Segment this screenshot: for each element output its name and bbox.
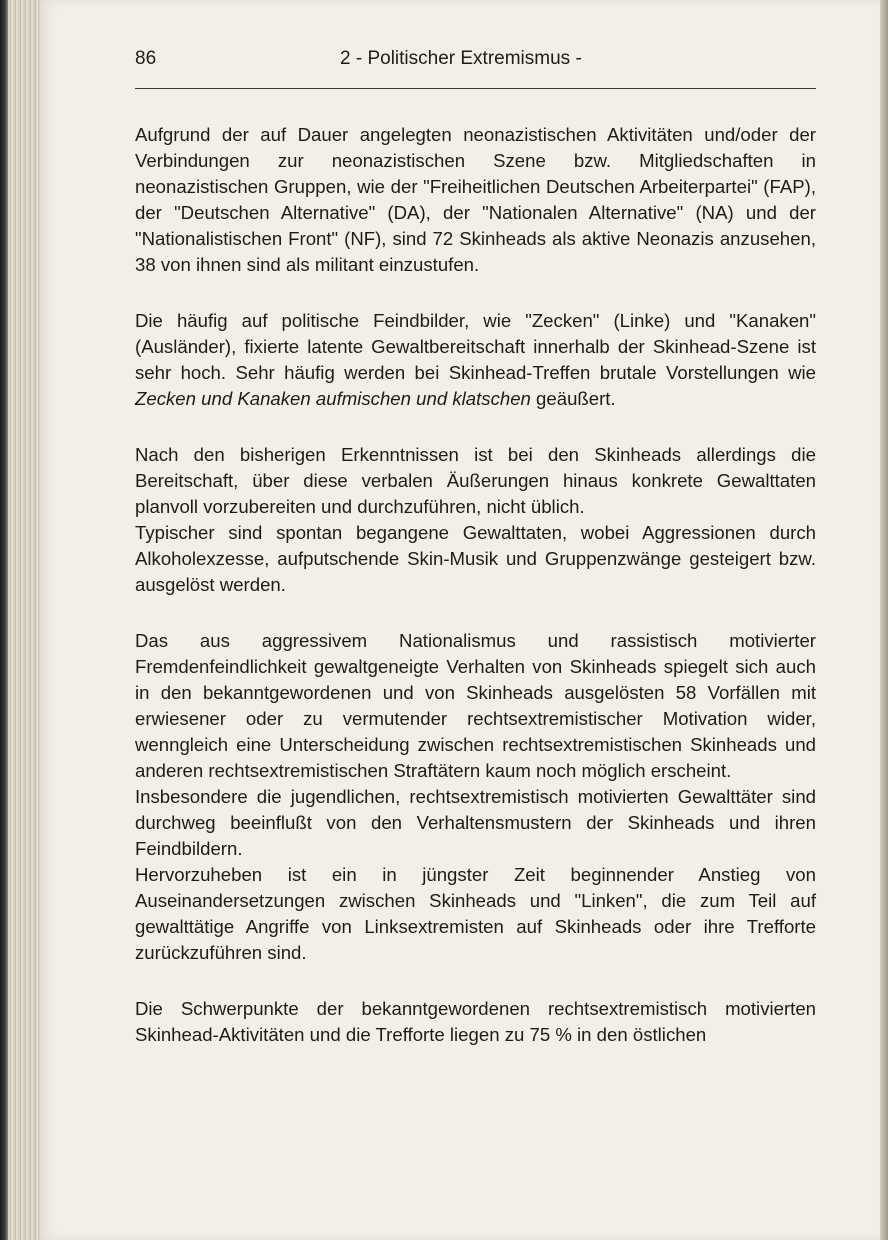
- paragraph-2-end: geäußert.: [530, 388, 616, 409]
- paragraph-1: Aufgrund der auf Dauer angelegten neonazistischen Aktivitäten und/oder der Verbindungen zur neonazistischen Szene bzw. Mitgliedschaften in neonazistischen Gruppen, wie der "Freiheitlichen Deutschen Arbeiterpartei" (FAP), der "Deutschen Alternative" (DA), der "Nationalen Alternative" (NA) und der "Nationalistischen Front" (NF), sind 72 Skinheads als aktive Neonazis anzusehen, 38 von ihnen sind als militant einzustufen.: [135, 124, 816, 275]
- paragraph-5: Das aus aggressivem Nationalismus und rassistisch motivierter Fremdenfeindlichkeit gewaltgeneigte Verhalten von Skinheads spiegelt sich auch in den bekanntgewordenen und von Skinheads ausgelösten 58 Vorfällen mit erwiesener oder zu vermutender rechtsextremistischer Motivation wider, wenngleich eine Unterscheidung zwischen rechtsextremistischen Skinheads und anderen rechtsextremistischen Straftätern kaum noch möglich erscheint.: [135, 630, 816, 781]
- paragraph-8: Die Schwerpunkte der bekanntgewordenen rechtsextremistisch motivierten Skinhead-Aktivitäten und die Trefforte liegen zu 75 % in den östlichen: [135, 998, 816, 1045]
- paragraph-4: Typischer sind spontan begangene Gewalttaten, wobei Aggressionen durch Alkoholexzesse, aufputschende Skin-Musik und Gruppenzwänge gesteigert bzw. ausgelöst werden.: [135, 522, 816, 595]
- paragraph-2-text: Die häufig auf politische Feindbilder, wie "Zecken" (Linke) und "Kanaken" (Ausländer), fixierte latente Gewaltbereitschaft innerhalb der Skinhead-Szene ist sehr hoch. Sehr häufig werden bei Skinhead-Treffen brutale Vorstellungen wie: [135, 310, 816, 383]
- paragraph-7: Hervorzuheben ist ein in jüngster Zeit beginnender Anstieg von Auseinandersetzungen zwischen Skinheads und "Linken", die zum Teil auf gewalttätige Angriffe von Linksextremisten auf Skinheads oder ihre Trefforte zurückzuführen sind.: [135, 864, 816, 963]
- page-right-edge: [880, 0, 888, 1240]
- emphasis-quote: Zecken und Kanaken aufmischen und klatschen: [135, 388, 531, 409]
- page-stack-edges: [8, 0, 40, 1240]
- header-rule: [135, 88, 816, 89]
- paragraph-2: [135, 308, 816, 412]
- book-binding: [0, 0, 8, 1240]
- running-head: 2 - Politischer Extremismus -: [340, 48, 582, 69]
- paragraph-6: Insbesondere die jugendlichen, rechtsextremistisch motivierten Gewalttäter sind durchweg beeinflußt von den Verhaltensmustern der Skinheads und ihren Feindbildern.: [135, 786, 816, 859]
- page-number: 86: [135, 48, 157, 69]
- page-header: [135, 48, 815, 72]
- body-text: [135, 122, 816, 1048]
- paragraph-3: Nach den bisherigen Erkenntnissen ist bei den Skinheads allerdings die Bereitschaft, über diese verbalen Äußerungen hinaus konkrete Gewalttaten planvoll vorzubereiten und durchzuführen, nicht üblich.: [135, 444, 816, 517]
